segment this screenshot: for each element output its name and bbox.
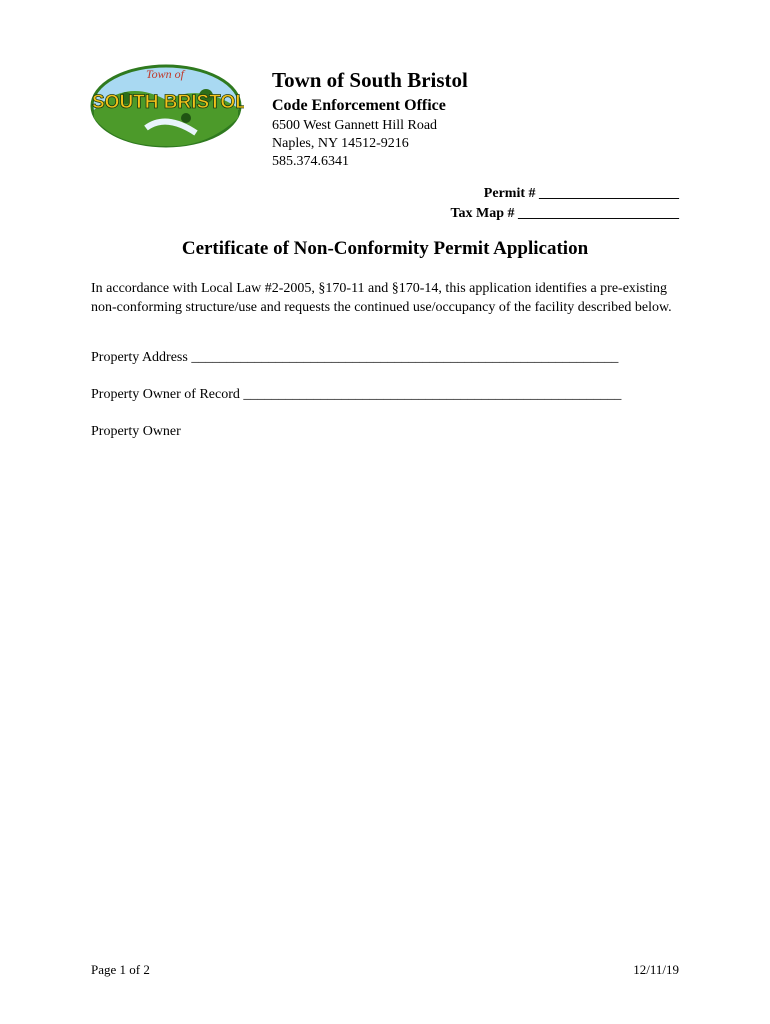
property-address-field[interactable]: Property Address _____________________________________________________________ [91, 350, 619, 365]
logo-text-top: Town of [146, 67, 184, 81]
revision-date: 12/11/19 [633, 962, 679, 977]
property-owner-field[interactable]: Property Owner [91, 424, 181, 439]
form-title: Certificate of Non-Conformity Permit Application [181, 238, 589, 259]
page-number: Page 1 of 2 [91, 962, 150, 977]
office-header [272, 66, 468, 171]
permit-block [450, 184, 679, 224]
owner-of-record-field[interactable]: Property Owner of Record ______________________________________________________ [91, 387, 622, 402]
phone-number: 585.374.6341 [272, 154, 349, 169]
address-line-2: Naples, NY 14512-9216 [272, 136, 409, 151]
permit-number-field[interactable]: Permit # ____________________ [483, 186, 679, 201]
logo-text-main: SOUTH BRISTOL [92, 92, 244, 113]
address-line-1: 6500 West Gannett Hill Road [272, 118, 438, 133]
town-logo-graphic [86, 58, 244, 150]
office-name: Code Enforcement Office [272, 97, 446, 114]
town-name: Town of South Bristol [272, 68, 468, 92]
intro-paragraph: In accordance with Local Law #2-2005, §170-11 and §170-14, this application identifies a pre-existing non-conforming structure/use and requests the continued use/occupancy of the facility described below. [91, 281, 672, 315]
tax-map-field[interactable]: Tax Map # _______________________ [450, 206, 679, 221]
town-logo [86, 58, 244, 150]
